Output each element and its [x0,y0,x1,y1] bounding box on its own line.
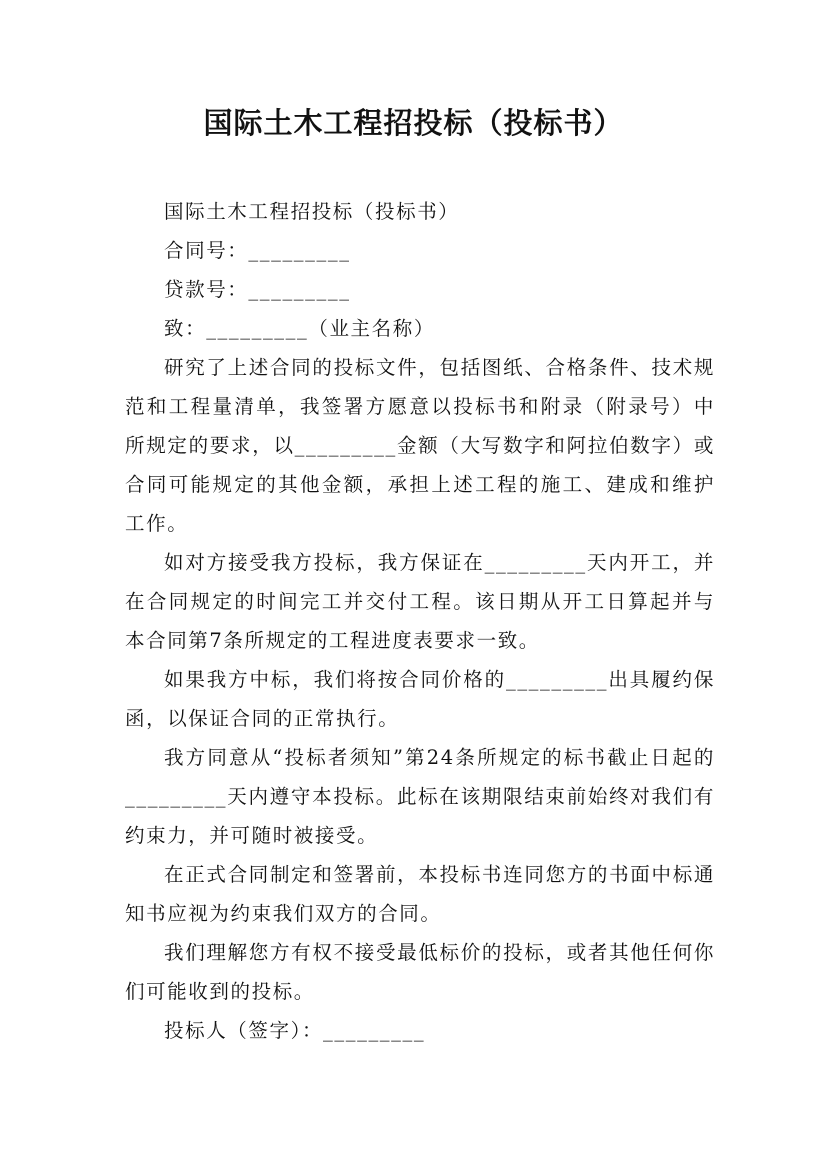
addressee-field: 致：_________（业主名称） [164,317,435,340]
paragraph-validity: 我方同意从“投标者须知”第24条所规定的标书截止日起的_________天内遵守本投标。此标在该期限结束前始终对我们有约束力，并可随时被接受。 [125,746,715,847]
paragraph-commencement: 如对方接受我方投标，我方保证在_________天内开工，并在合同规定的时间完工并交付工程。该日期从开工日算起并与本合同第7条所规定的工程进度表要求一致。 [125,551,715,652]
paragraph-binding-contract: 在正式合同制定和签署前，本投标书连同您方的书面中标通知书应视为约束我们双方的合同。 [125,863,715,925]
paragraph-performance-bond: 如果我方中标，我们将按合同价格的_________出具履约保函，以保证合同的正常执行。 [125,668,715,730]
document-title: 国际土木工程招投标（投标书） [203,106,624,140]
document-body [125,192,715,1050]
subtitle-line: 国际土木工程招投标（投标书） [164,200,460,223]
paragraph-tender-offer: 研究了上述合同的投标文件，包括图纸、合格条件、技术规范和工程量清单，我签署方愿意以投标书和附录（附录号）中所规定的要求，以_________金额（大写数字和阿拉伯数字）或合同可能规定的其他金额，承担上述工程的施工、建成和维护工作。 [125,356,715,535]
loan-number-field: 贷款号：_________ [164,278,351,301]
contract-number-field: 合同号：_________ [164,239,351,262]
bidder-signature-field: 投标人（签字）：_________ [164,1019,426,1042]
paragraph-right-to-reject: 我们理解您方有权不接受最低标价的投标，或者其他任何你们可能收到的投标。 [125,941,715,1003]
